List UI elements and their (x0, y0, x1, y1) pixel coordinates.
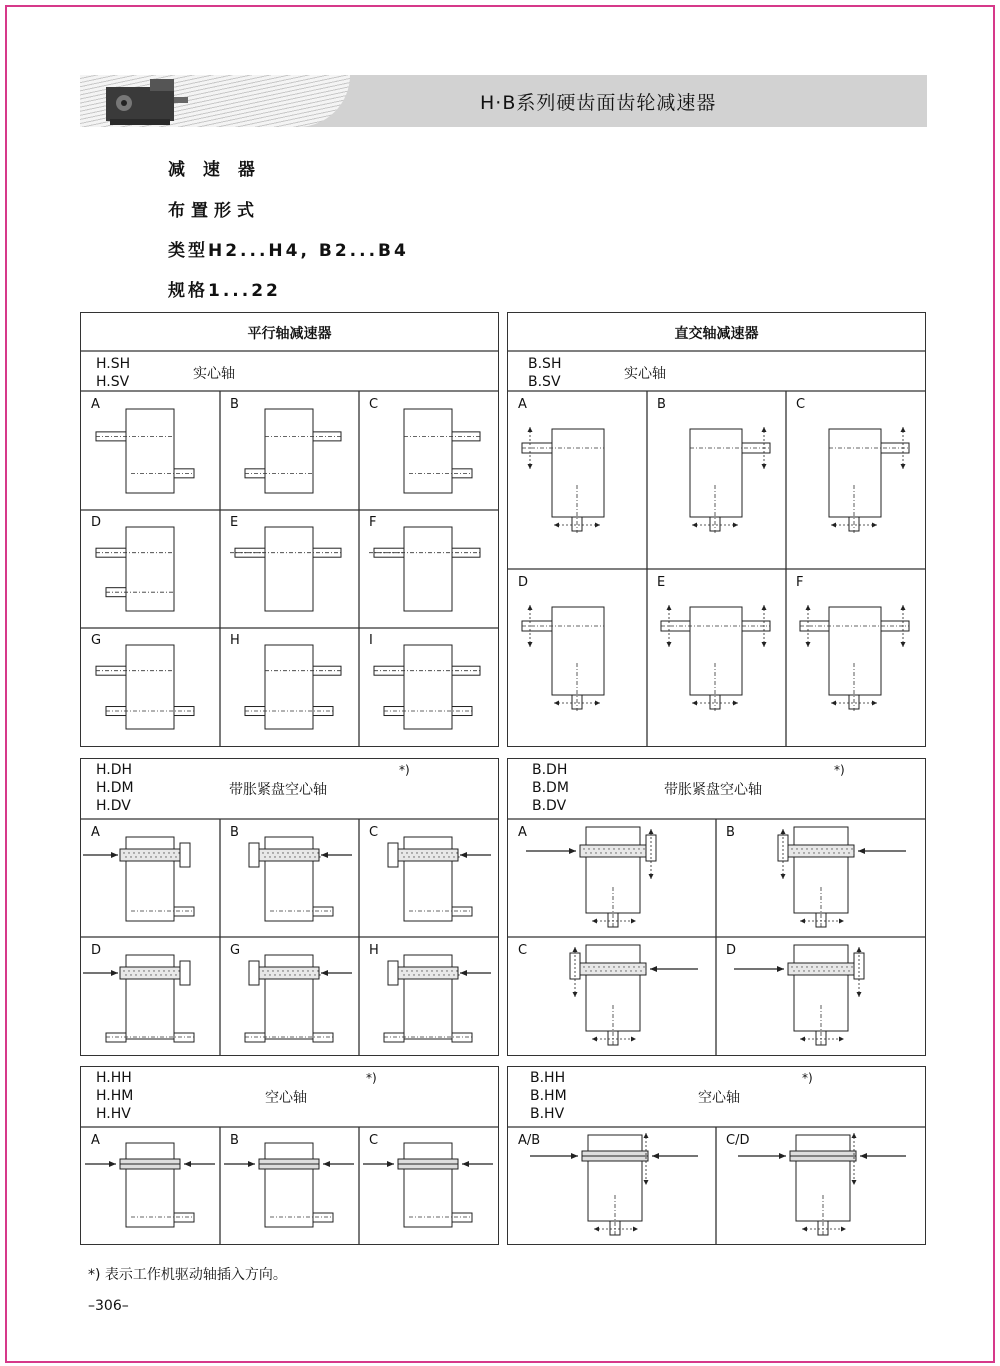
parallel-shrink-cell-d-diagram (81, 937, 220, 1055)
parallel-solid-cell-a-diagram (81, 391, 220, 509)
rightangle-hollow-label: 空心轴 (698, 1090, 740, 1106)
rightangle-solid-cell-a-label: A (518, 397, 527, 412)
rightangle-solid-cell-e (647, 569, 786, 746)
parallel-solid-cell-a-label: A (91, 397, 100, 412)
parallel-shrink-cell-h-label: H (369, 943, 379, 958)
parallel-hollow-cell-b-diagram (220, 1127, 359, 1244)
parallel-solid-cell-i-diagram (359, 627, 498, 745)
rightangle-solid-cell-f (786, 569, 925, 746)
parallel-solid-cell-c (359, 391, 498, 509)
spec-arrangement: 布置形式 (168, 201, 260, 221)
code-h-dv: H.DV (96, 798, 131, 814)
parallel-solid-cell-d (81, 509, 220, 627)
parallel-shrink-cell-b-label: B (230, 825, 239, 840)
parallel-solid-cell-d-label: D (91, 515, 102, 530)
parallel-solid-cell-g (81, 627, 220, 745)
rightangle-shrink-cell-b (716, 819, 924, 937)
parallel-shrink-cell-h (359, 937, 498, 1055)
parallel-shrink-codes (96, 761, 134, 815)
parallel-shrink-cell-a-label: A (91, 825, 100, 840)
rightangle-solid-codes (528, 355, 561, 391)
parallel-solid-cell-b-label: B (230, 397, 239, 412)
parallel-solid-cell-g-label: G (91, 633, 102, 648)
parallel-solid-cell-f (359, 509, 498, 627)
parallel-shrink-cell-d-label: D (91, 943, 102, 958)
rightangle-shrink-label: 带胀紧盘空心轴 (664, 782, 762, 798)
code-b-dv: B.DV (532, 798, 567, 814)
parallel-shrink-cell-b (220, 819, 359, 937)
parallel-hollow-cell-a-label: A (91, 1133, 100, 1148)
parallel-solid-cell-i (359, 627, 498, 745)
parallel-shrink-cell-a (81, 819, 220, 937)
parallel-shrink-cell-g-label: G (230, 943, 241, 958)
rightangle-solid-label: 实心轴 (624, 366, 666, 382)
parallel-solid-cell-e-label: E (230, 515, 239, 530)
rightangle-hollow-cell-ab-diagram (508, 1127, 716, 1244)
parallel-hollow-mark: *) (366, 1071, 377, 1085)
parallel-shrink-cell-c (359, 819, 498, 937)
parallel-shrink-panel (80, 758, 499, 1056)
rightangle-solid-cell-c-diagram (786, 391, 925, 569)
parallel-solid-cell-e-diagram (220, 509, 359, 627)
rightangle-hollow-cell-ab-label: A/B (518, 1133, 541, 1148)
page-number: –306– (88, 1298, 129, 1314)
rightangle-shrink-cell-a (508, 819, 716, 937)
parallel-shrink-cell-g-diagram (220, 937, 359, 1055)
rightangle-solid-cell-b (647, 391, 786, 569)
rightangle-solid-cell-e-diagram (647, 569, 786, 746)
code-h-hh: H.HH (96, 1070, 132, 1086)
code-h-hm: H.HM (96, 1088, 134, 1104)
code-b-hv: B.HV (530, 1106, 565, 1122)
rightangle-shrink-cell-b-diagram (716, 819, 924, 937)
parallel-solid-cell-c-diagram (359, 391, 498, 509)
rightangle-solid-cell-b-label: B (657, 397, 666, 412)
parallel-shrink-cell-d (81, 937, 220, 1055)
parallel-shrink-cell-g (220, 937, 359, 1055)
code-h-hv: H.HV (96, 1106, 131, 1122)
parallel-title: 平行轴减速器 (247, 326, 332, 342)
parallel-shrink-cell-c-diagram (359, 819, 498, 937)
rightangle-shrink-cell-c (508, 937, 716, 1055)
parallel-solid-cell-b-diagram (220, 391, 359, 509)
parallel-shrink-cell-b-diagram (220, 819, 359, 937)
parallel-shrink-cell-h-diagram (359, 937, 498, 1055)
rightangle-hollow-cell-cd-label: C/D (726, 1133, 750, 1148)
rightangle-solid-cell-a (508, 391, 647, 569)
rightangle-shrink-cell-d (716, 937, 924, 1055)
rightangle-hollow-codes (530, 1069, 567, 1123)
rightangle-solid-cell-d-diagram (508, 569, 647, 746)
parallel-solid-label: 实心轴 (193, 366, 235, 382)
rightangle-hollow-mark: *) (802, 1071, 813, 1085)
rightangle-shrink-cell-b-label: B (726, 825, 735, 840)
rightangle-solid-cell-d-label: D (518, 575, 529, 590)
rightangle-hollow-cell-ab (508, 1127, 716, 1244)
parallel-solid-cell-h-diagram (220, 627, 359, 745)
rightangle-hollow-cell-cd-diagram (716, 1127, 924, 1244)
parallel-solid-cell-h-label: H (230, 633, 240, 648)
spec-sizes: 规格1...22 (168, 281, 281, 301)
parallel-shrink-mark: *) (399, 763, 410, 777)
code-h-sh: H.SH (96, 356, 131, 372)
parallel-solid-cell-e (220, 509, 359, 627)
parallel-shrink-label: 带胀紧盘空心轴 (229, 782, 327, 798)
parallel-solid-cell-f-diagram (359, 509, 498, 627)
rightangle-hollow-panel (507, 1066, 926, 1245)
parallel-solid-cell-a (81, 391, 220, 509)
rightangle-shrink-cell-d-diagram (716, 937, 924, 1055)
rightangle-shrink-cell-a-label: A (518, 825, 527, 840)
code-h-dm: H.DM (96, 780, 134, 796)
parallel-solid-cell-c-label: C (369, 397, 379, 412)
parallel-shrink-cell-a-diagram (81, 819, 220, 937)
code-b-sh: B.SH (528, 356, 562, 372)
parallel-solid-cell-d-diagram (81, 509, 220, 627)
parallel-hollow-cell-c-diagram (359, 1127, 498, 1244)
rightangle-shrink-mark: *) (834, 763, 845, 777)
rightangle-shrink-panel (507, 758, 926, 1056)
rightangle-title: 直交轴减速器 (674, 326, 759, 342)
parallel-solid-cell-g-diagram (81, 627, 220, 745)
rightangle-solid-cell-e-label: E (657, 575, 666, 590)
spec-reducer: 减 速 器 (168, 160, 261, 180)
code-b-sv: B.SV (528, 374, 561, 390)
rightangle-shrink-cell-d-label: D (726, 943, 737, 958)
rightangle-solid-cell-f-diagram (786, 569, 925, 746)
footnote: *) 表示工作机驱动轴插入方向。 (88, 1267, 287, 1283)
rightangle-solid-cell-b-diagram (647, 391, 786, 569)
rightangle-shrink-cell-c-diagram (508, 937, 716, 1055)
parallel-shrink-cell-c-label: C (369, 825, 379, 840)
parallel-hollow-codes (96, 1069, 133, 1123)
parallel-solid-cell-f-label: F (369, 515, 377, 530)
code-b-hm: B.HM (530, 1088, 567, 1104)
parallel-solid-codes (96, 355, 130, 391)
rightangle-hollow-cell-cd (716, 1127, 924, 1244)
code-h-sv: H.SV (96, 374, 130, 390)
parallel-hollow-cell-a-diagram (81, 1127, 220, 1244)
parallel-hollow-panel (80, 1066, 499, 1245)
rightangle-shrink-cell-c-label: C (518, 943, 528, 958)
spec-types: 类型H2...H4, B2...B4 (168, 241, 409, 261)
rightangle-solid-cell-c (786, 391, 925, 569)
parallel-hollow-label: 空心轴 (265, 1090, 307, 1106)
parallel-hollow-cell-b (220, 1127, 359, 1244)
parallel-solid-cell-i-label: I (369, 633, 373, 648)
rightangle-solid-panel (507, 312, 926, 747)
parallel-hollow-cell-c (359, 1127, 498, 1244)
code-h-dh: H.DH (96, 762, 133, 778)
parallel-hollow-cell-a (81, 1127, 220, 1244)
header-title: H·B系列硬齿面齿轮减速器 (480, 92, 717, 114)
rightangle-solid-cell-c-label: C (796, 397, 806, 412)
rightangle-solid-cell-d (508, 569, 647, 746)
code-b-hh: B.HH (530, 1070, 566, 1086)
parallel-solid-cell-b (220, 391, 359, 509)
parallel-solid-panel (80, 312, 499, 747)
parallel-hollow-cell-c-label: C (369, 1133, 379, 1148)
gearbox-photo-icon (90, 75, 210, 127)
code-b-dh: B.DH (532, 762, 568, 778)
rightangle-solid-cell-a-diagram (508, 391, 647, 569)
rightangle-shrink-cell-a-diagram (508, 819, 716, 937)
rightangle-shrink-codes (532, 761, 569, 815)
rightangle-solid-cell-f-label: F (796, 575, 804, 590)
code-b-dm: B.DM (532, 780, 569, 796)
parallel-solid-cell-h (220, 627, 359, 745)
parallel-hollow-cell-b-label: B (230, 1133, 239, 1148)
